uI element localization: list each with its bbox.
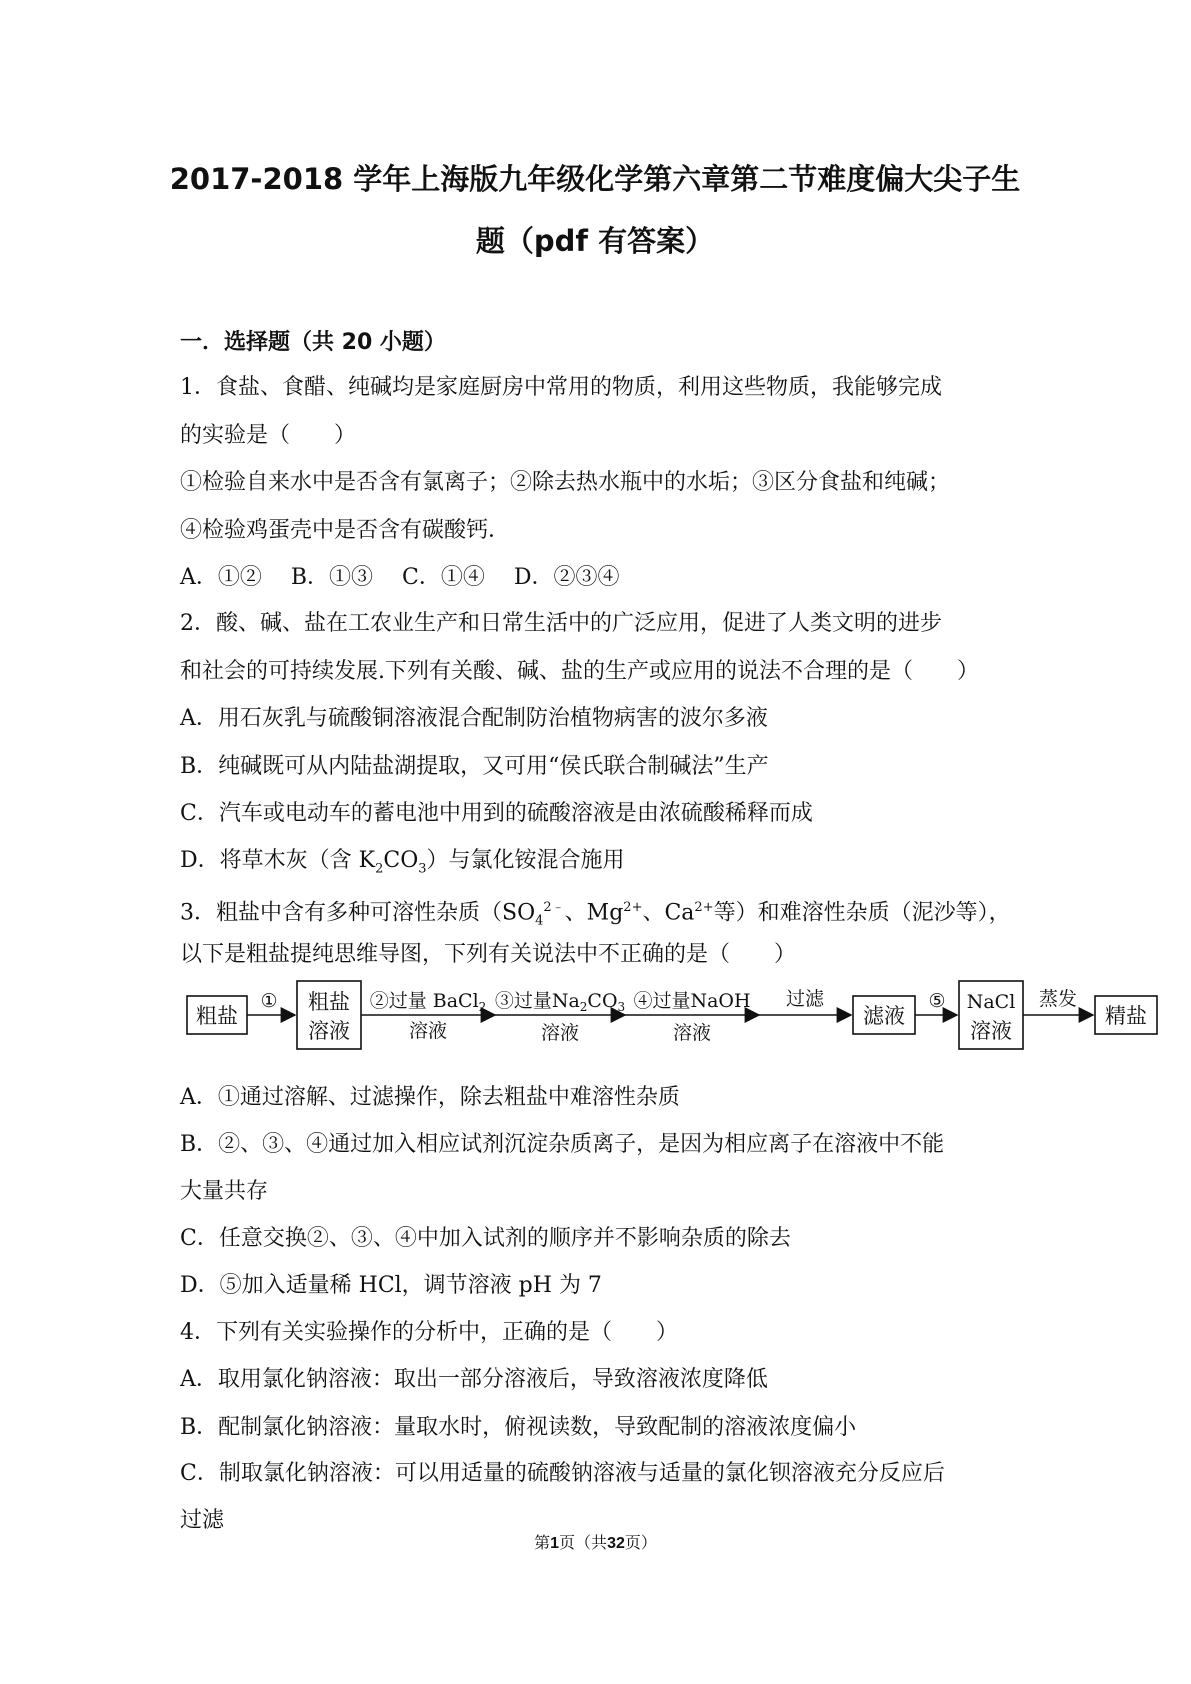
flow-box-nacl-solution-label: 溶液 bbox=[970, 1019, 1012, 1043]
subscript: 4 bbox=[535, 913, 544, 929]
flow-step-1-label: ① bbox=[260, 990, 278, 1012]
flow-box-crude-salt-solution-label: 粗盐 bbox=[308, 990, 350, 1014]
subscript: 2 bbox=[579, 1000, 588, 1014]
q4-stem: 4．下列有关实验操作的分析中，正确的是（ ） bbox=[180, 1320, 678, 1345]
q2-option-d-text: CO bbox=[383, 848, 419, 873]
document-title-line1: 2017-2018 学年上海版九年级化学第六章第二节难度偏大尖子生 bbox=[169, 162, 1021, 196]
q4-option-a: A．取用氯化钠溶液：取出一部分溶液后，导致溶液浓度降低 bbox=[180, 1367, 768, 1392]
q1-stem-line2: 的实验是（ ） bbox=[180, 423, 357, 448]
flow-step-3-text: CO bbox=[587, 990, 618, 1012]
subscript: 2 bbox=[478, 1000, 487, 1014]
flow-box-crude-salt-solution-label: 溶液 bbox=[308, 1019, 350, 1043]
page-footer bbox=[0, 1532, 1191, 1555]
q4-option-b: B．配制氯化钠溶液：量取水时，俯视读数，导致配制的溶液浓度偏小 bbox=[180, 1415, 857, 1440]
superscript: 2﹣ bbox=[543, 900, 565, 915]
subscript: 3 bbox=[617, 1000, 626, 1014]
flow-step-2-bottom: 溶液 bbox=[408, 1020, 448, 1042]
flow-step-2-text: ②过量 BaCl bbox=[369, 990, 479, 1012]
document-title-line2: 题（pdf 有答案） bbox=[475, 224, 715, 258]
subscript: 2 bbox=[375, 861, 384, 877]
flow-step-3-label bbox=[495, 990, 625, 1014]
q3-stem-text: 、Mg bbox=[564, 900, 624, 926]
flow-step-6-label: ⑤ bbox=[928, 990, 946, 1012]
q2-option-d bbox=[180, 846, 625, 884]
q2-option-b: B．纯碱既可从内陆盐湖提取，又可用“侯氏联合制碱法”生产 bbox=[180, 754, 769, 779]
q1-options: A．①② B．①③ C．①④ D．②③④ bbox=[180, 565, 620, 590]
footer-text: 第 bbox=[534, 1533, 551, 1552]
q3-stem-line1 bbox=[180, 893, 1011, 937]
q3-stem-line2: 以下是粗盐提纯思维导图，下列有关说法中不正确的是（ ） bbox=[180, 942, 797, 967]
flow-step-4-bottom: 溶液 bbox=[672, 1022, 712, 1044]
q3-option-b-line2: 大量共存 bbox=[180, 1179, 269, 1204]
footer-text: 页（共 bbox=[559, 1533, 608, 1552]
footer-page-number: 1 bbox=[550, 1535, 560, 1552]
flow-box-filtrate-label: 滤液 bbox=[863, 1004, 905, 1028]
q3-option-b-line1: B．②、③、④通过加入相应试剂沉淀杂质离子，是因为相应离子在溶液中不能 bbox=[180, 1132, 945, 1157]
flow-step-4-label: ④过量NaOH bbox=[633, 990, 751, 1012]
superscript: 2+ bbox=[623, 900, 643, 915]
flow-box-crude-salt-label: 粗盐 bbox=[196, 1004, 238, 1028]
q1-items-line1: ①检验自来水中是否含有氯离子；②除去热水瓶中的水垢；③区分食盐和纯碱； bbox=[180, 470, 951, 495]
q3-option-a: A．①通过溶解、过滤操作，除去粗盐中难溶性杂质 bbox=[180, 1085, 680, 1110]
flow-step-2-label bbox=[370, 990, 487, 1014]
q3-option-c: C．任意交换②、③、④中加入试剂的顺序并不影响杂质的除去 bbox=[180, 1226, 791, 1251]
q2-option-d-text: ）与氯化铵混合施用 bbox=[426, 848, 625, 873]
flow-step-3-text: ③过量Na bbox=[494, 990, 580, 1012]
q3-option-d: D．⑤加入适量稀 HCl，调节溶液 pH 为 7 bbox=[180, 1273, 602, 1298]
footer-total-pages: 32 bbox=[607, 1535, 625, 1552]
flow-box-refined-salt-label: 精盐 bbox=[1105, 1004, 1147, 1028]
q2-stem-line2: 和社会的可持续发展.下列有关酸、碱、盐的生产或应用的说法不合理的是（ ） bbox=[180, 659, 979, 684]
footer-text: 页） bbox=[624, 1533, 657, 1552]
q3-stem-text: 、Ca bbox=[642, 900, 695, 926]
superscript: 2+ bbox=[694, 900, 714, 915]
salt-purification-flow-diagram bbox=[185, 975, 1160, 1057]
q1-items-line2: ④检验鸡蛋壳中是否含有碳酸钙． bbox=[180, 518, 511, 543]
q3-stem-text: 等）和难溶性杂质（泥沙等）， bbox=[713, 900, 1011, 926]
subscript: 3 bbox=[418, 861, 427, 877]
q1-stem-line1: 1．食盐、食醋、纯碱均是家庭厨房中常用的物质，利用这些物质，我能够完成 bbox=[180, 375, 942, 400]
flow-step-5-label: 过滤 bbox=[785, 988, 825, 1010]
section-heading: 一．选择题（共 20 小题） bbox=[180, 330, 446, 355]
flow-box-nacl-solution-label: NaCl bbox=[966, 991, 1016, 1013]
q2-option-d-text: D．将草木灰（含 K bbox=[180, 848, 376, 873]
q2-option-a: A．用石灰乳与硫酸铜溶液混合配制防治植物病害的波尔多液 bbox=[180, 706, 768, 731]
flow-step-7-label: 蒸发 bbox=[1038, 988, 1078, 1010]
q2-stem-line1: 2．酸、碱、盐在工农业生产和日常生活中的广泛应用，促进了人类文明的进步 bbox=[180, 611, 942, 636]
q4-option-c-line2: 过滤 bbox=[180, 1508, 225, 1533]
q2-option-c: C．汽车或电动车的蓄电池中用到的硫酸溶液是由浓硫酸稀释而成 bbox=[180, 801, 813, 826]
flow-step-3-bottom: 溶液 bbox=[540, 1022, 580, 1044]
q4-option-c-line1: C．制取氯化钠溶液：可以用适量的硫酸钠溶液与适量的氯化钡溶液充分反应后 bbox=[180, 1461, 945, 1486]
q3-stem-text: 3．粗盐中含有多种可溶性杂质（SO bbox=[180, 900, 536, 926]
